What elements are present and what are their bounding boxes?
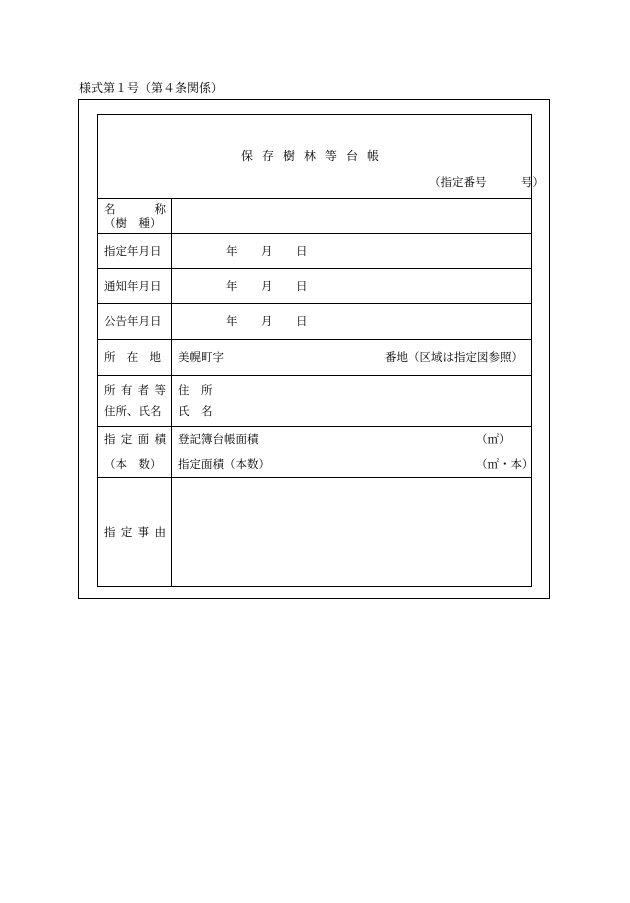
row-divider <box>97 303 532 304</box>
designation-number: （指定番号 号） <box>429 175 544 189</box>
designation-date-year: 年 <box>226 244 238 258</box>
tree-species-label: （樹 種） <box>104 216 162 230</box>
designated-area-count-label: 指定面積（本数） <box>178 457 270 471</box>
designation-date-label: 指定年月日 <box>104 244 162 258</box>
designation-date-month: 月 <box>261 244 273 258</box>
announcement-date-label: 公告年月日 <box>104 314 162 328</box>
registry-area-label: 登記簿台帳面積 <box>178 432 259 446</box>
location-prefix: 美幌町字 <box>178 350 224 364</box>
designated-area-label: 指 定 面 積 <box>104 432 166 446</box>
designation-reason-label: 指 定 事 由 <box>104 525 166 539</box>
form-number-label: 様式第１号（第４条関係） <box>79 81 224 95</box>
tree-count-label: （本 数） <box>104 457 162 471</box>
announcement-date-year: 年 <box>226 314 238 328</box>
notice-date-label: 通知年月日 <box>104 279 162 293</box>
owner-address-name-label: 住所、氏名 <box>104 404 162 418</box>
row-divider <box>97 233 532 234</box>
announcement-date-day: 日 <box>296 314 308 328</box>
ledger-title: 保存樹林等台帳 <box>240 149 388 163</box>
row-divider <box>97 477 532 478</box>
owner-address-label: 住 所 <box>178 383 213 397</box>
row-divider <box>97 198 532 199</box>
row-divider <box>97 375 532 376</box>
location-label: 所 在 地 <box>104 350 161 364</box>
location-suffix: 番地（区域は指定図参照） <box>385 350 523 364</box>
row-divider <box>97 426 532 427</box>
notice-date-day: 日 <box>296 279 308 293</box>
designated-area-count-unit: （㎡・本） <box>476 457 534 471</box>
row-divider <box>97 268 532 269</box>
column-divider <box>171 198 172 586</box>
announcement-date-month: 月 <box>261 314 273 328</box>
owner-name-label: 氏 名 <box>178 404 213 418</box>
owner-label: 所 有 者 等 <box>104 383 166 397</box>
name-label: 名 称 <box>104 202 166 216</box>
designation-date-day: 日 <box>296 244 308 258</box>
notice-date-month: 月 <box>261 279 273 293</box>
notice-date-year: 年 <box>226 279 238 293</box>
registry-area-unit: （㎡） <box>476 432 511 446</box>
row-divider <box>97 339 532 340</box>
